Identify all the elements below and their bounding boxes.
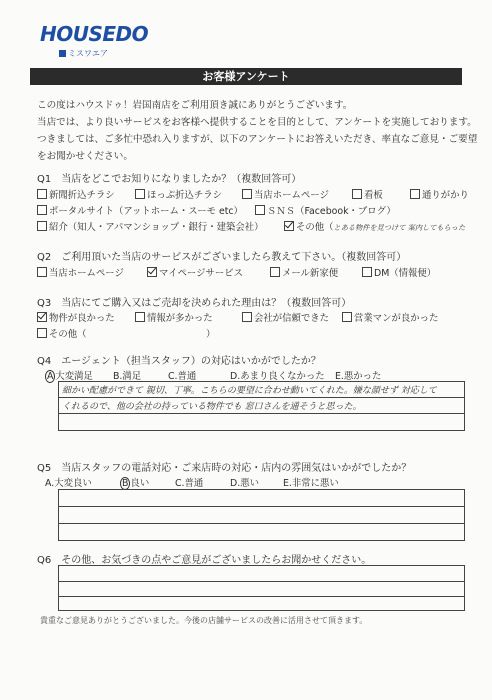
q6-heading bbox=[37, 551, 371, 566]
checkbox[interactable] bbox=[362, 267, 372, 277]
ruled-line bbox=[59, 397, 464, 398]
q1-heading bbox=[37, 170, 301, 185]
q2-option-3[interactable]: メール新家便 bbox=[270, 265, 338, 279]
checkbox[interactable] bbox=[410, 189, 420, 199]
checkbox[interactable] bbox=[135, 312, 145, 322]
checkbox[interactable] bbox=[352, 189, 362, 199]
checkbox-checked[interactable] bbox=[37, 312, 47, 322]
q4-rating-e[interactable]: E.悪かった bbox=[335, 371, 382, 382]
checkbox[interactable] bbox=[242, 189, 252, 199]
q6-text: その他、お気づきの点やご意見がございましたらお聞かせください。 bbox=[61, 555, 372, 566]
q5-rating-a[interactable]: A.大変良い bbox=[45, 478, 92, 489]
checkbox[interactable] bbox=[37, 267, 47, 277]
page-title: お客様アンケート bbox=[30, 68, 462, 85]
ruled-line bbox=[59, 581, 464, 582]
company-logo: HOUSEDO bbox=[40, 22, 149, 46]
q6-label: Q6 bbox=[37, 555, 52, 566]
q4-comment-line-2: くれるので、他の会社の持っている物件でも 窓口さんを通そうと思った。 bbox=[62, 402, 362, 412]
q3-heading bbox=[37, 294, 351, 309]
q5-rating-b[interactable]: B 良い bbox=[122, 478, 150, 489]
q4-rating-a[interactable]: A 大変満足 bbox=[47, 371, 93, 382]
ruled-line bbox=[59, 413, 464, 414]
sub-brand-text: ミスワエア bbox=[68, 49, 108, 58]
checkbox[interactable] bbox=[342, 312, 352, 322]
checkbox[interactable] bbox=[135, 189, 145, 199]
q5-rating-e[interactable]: E.非常に悪い bbox=[283, 478, 339, 489]
checkbox[interactable] bbox=[37, 328, 47, 338]
q2-label: Q2 bbox=[37, 252, 52, 263]
q4-comment-box[interactable] bbox=[58, 381, 465, 431]
footer-note: 貴重なご意見ありがとうございました。今後の店舗サービスの改善に活用させて頂きます。 bbox=[40, 616, 368, 625]
q4-rating-d[interactable]: D.あまり良くなかった bbox=[230, 371, 325, 382]
checkbox[interactable] bbox=[255, 205, 265, 215]
q1-option-5[interactable]: 通りがかり bbox=[410, 187, 469, 201]
q1-option-6[interactable]: ポータルサイト（アットホーム・スーモ etc） bbox=[37, 203, 243, 217]
q5-heading bbox=[37, 459, 411, 474]
q3-option-1[interactable]: 物件が良かった bbox=[37, 310, 115, 324]
q1-option-8[interactable]: 紹介（知人・アパマンショップ・銀行・建築会社） bbox=[37, 219, 263, 233]
q3-text: 当店にてご購入又はご売却を決められた理由は？（複数回答可） bbox=[61, 298, 352, 309]
q2-text: ご利用頂いた当店のサービスがございましたら教えて下さい。（複数回答可） bbox=[61, 252, 407, 263]
ruled-line bbox=[59, 596, 464, 597]
q4-label: Q4 bbox=[37, 356, 52, 367]
q1-text: 当店をどこでお知りになりましたか？（複数回答可） bbox=[61, 174, 302, 185]
q3-option-other[interactable]: その他（ bbox=[37, 326, 87, 340]
sub-brand bbox=[59, 48, 108, 59]
checkbox[interactable] bbox=[242, 312, 252, 322]
q4-heading bbox=[37, 352, 321, 367]
q2-option-2[interactable]: マイページサービス bbox=[147, 265, 243, 279]
q3-option-4[interactable]: 営業マンが良かった bbox=[342, 310, 438, 324]
q5-rating-c[interactable]: C.普通 bbox=[175, 478, 204, 489]
checkbox[interactable] bbox=[270, 267, 280, 277]
q2-option-1[interactable]: 当店ホームページ bbox=[37, 265, 124, 279]
q1-option-3[interactable]: 当店ホームページ bbox=[242, 187, 329, 201]
ruled-line bbox=[59, 506, 464, 507]
q4-comment-line-1: 細かい配慮ができて 親切、丁寧。こちらの要望に合わせ動いてくれた。嫌な顔せず 対応して bbox=[62, 386, 437, 396]
q3-option-2[interactable]: 情報が多かった bbox=[135, 310, 213, 324]
intro-line-3: つきましては、ご多忙中恐れ入りますが、以下のアンケートにお答えいただき、率直なご意見・ご要望 bbox=[37, 134, 478, 145]
q4-rating-c[interactable]: C.普通 bbox=[168, 371, 197, 382]
q1-option-7[interactable]: ＳＮＳ（Facebook・ブログ） bbox=[255, 203, 396, 217]
q5-label: Q5 bbox=[37, 463, 52, 474]
q3-label: Q3 bbox=[37, 298, 52, 309]
q4-text: エージェント（担当スタッフ）の対応はいかがでしたか？ bbox=[61, 356, 321, 367]
q5-comment-box[interactable] bbox=[58, 489, 465, 541]
checkbox[interactable] bbox=[37, 221, 47, 231]
q3-other-close: ） bbox=[206, 329, 216, 340]
q1-option-other[interactable]: その他（とある物件を見つけて 案内してもらった bbox=[284, 219, 465, 233]
q1-label: Q1 bbox=[37, 174, 52, 185]
q5-rating-d[interactable]: D.悪い bbox=[230, 478, 259, 489]
q4-rating-b[interactable]: B.満足 bbox=[113, 371, 142, 382]
intro-line-2: 当店では、より良いサービスをお客様へ提供することを目的として、アンケートを実施しております。 bbox=[37, 117, 477, 128]
checkbox-checked[interactable] bbox=[147, 267, 157, 277]
q5-text: 当店スタッフの電話対応・ご来店時の対応・店内の雰囲気はいかがでしたか？ bbox=[61, 463, 412, 474]
checkbox-checked[interactable] bbox=[284, 221, 294, 231]
intro-line-4: をお聞かせください。 bbox=[37, 151, 133, 162]
q1-option-1[interactable]: 新聞折込チラシ bbox=[37, 187, 115, 201]
q1-other-handwritten: とある物件を見つけて 案内してもらった bbox=[333, 223, 466, 232]
checkbox[interactable] bbox=[37, 189, 47, 199]
q2-heading bbox=[37, 248, 406, 263]
q3-option-3[interactable]: 会社が信頼できた bbox=[242, 310, 329, 324]
q2-option-4[interactable]: DM（情報便） bbox=[362, 265, 436, 279]
q6-comment-box[interactable] bbox=[58, 565, 465, 611]
intro-line-1: この度はハウスドゥ！岩国南店をご利用頂き誠にありがとうございます。 bbox=[37, 100, 353, 111]
q1-option-4[interactable]: 看板 bbox=[352, 187, 383, 201]
q1-option-2[interactable]: ほっぷ折込チラシ bbox=[135, 187, 222, 201]
sub-brand-mark-icon bbox=[59, 50, 66, 57]
checkbox[interactable] bbox=[37, 205, 47, 215]
ruled-line bbox=[59, 523, 464, 524]
